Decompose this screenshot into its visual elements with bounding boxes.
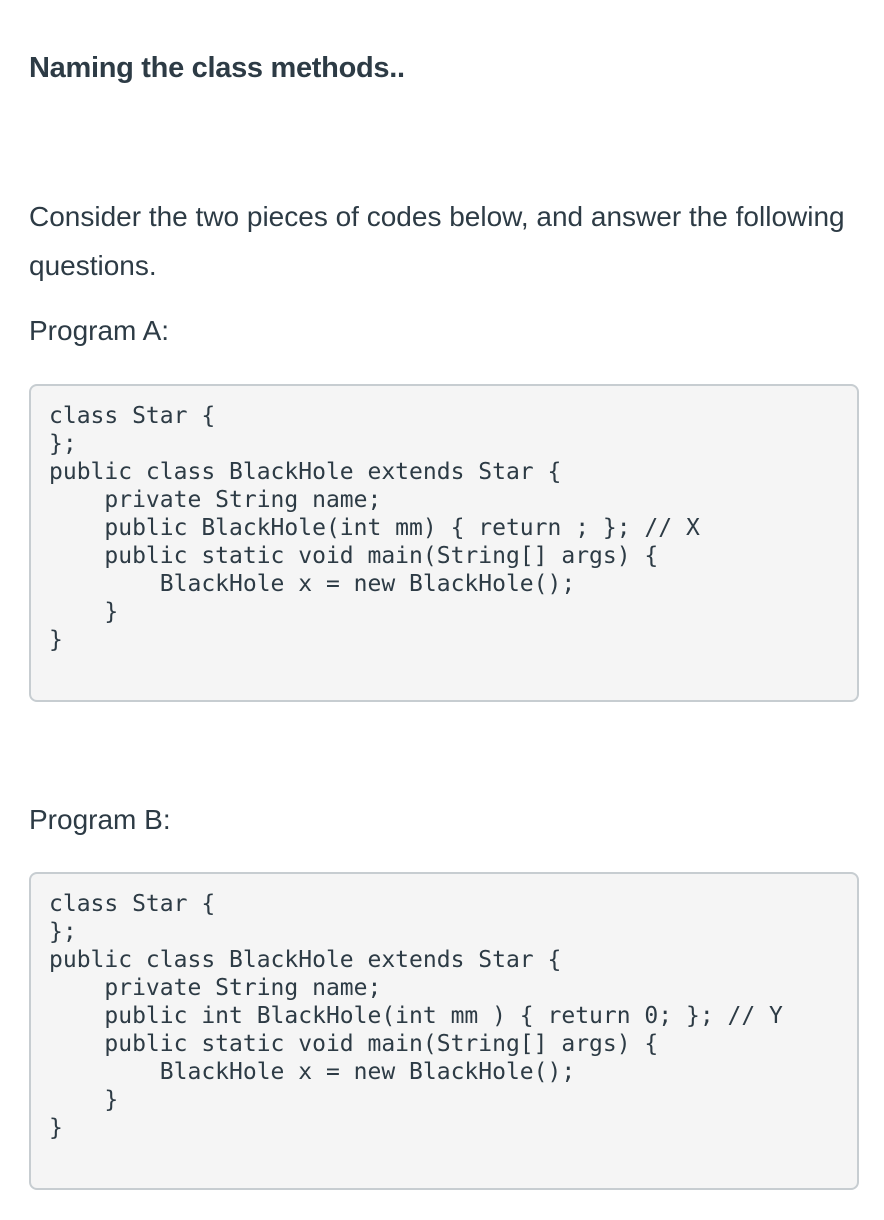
code-line: }: [49, 1115, 63, 1141]
code-line: public class BlackHole extends Star {: [49, 459, 562, 485]
code-line: }: [49, 627, 63, 653]
program-a-label: Program A:: [29, 315, 170, 346]
question-intro: Consider the two pieces of codes below, and answer the following questions.: [29, 201, 845, 281]
code-line: public static void main(String[] args) {: [49, 1031, 659, 1057]
code-line: class Star {: [49, 891, 216, 917]
code-line: }: [49, 1087, 119, 1113]
code-line: class Star {: [49, 403, 216, 429]
code-line: public static void main(String[] args) {: [49, 543, 659, 569]
code-line: public class BlackHole extends Star {: [49, 947, 562, 973]
program-b-label: Program B:: [29, 804, 171, 835]
code-line: BlackHole x = new BlackHole();: [49, 1059, 576, 1085]
code-line: private String name;: [49, 487, 382, 513]
code-line: private String name;: [49, 975, 382, 1001]
code-line: }: [49, 599, 119, 625]
code-line: public int BlackHole(int mm ) { return 0; }; // Y: [49, 1003, 783, 1029]
question-title: Naming the class methods..: [29, 52, 405, 84]
program-b-code-block: [29, 872, 859, 1190]
program-a-code-block: [29, 384, 859, 702]
code-line: };: [49, 431, 77, 457]
code-line: public BlackHole(int mm) { return ; }; // X: [49, 515, 700, 541]
code-line: };: [49, 919, 77, 945]
code-line: BlackHole x = new BlackHole();: [49, 571, 576, 597]
